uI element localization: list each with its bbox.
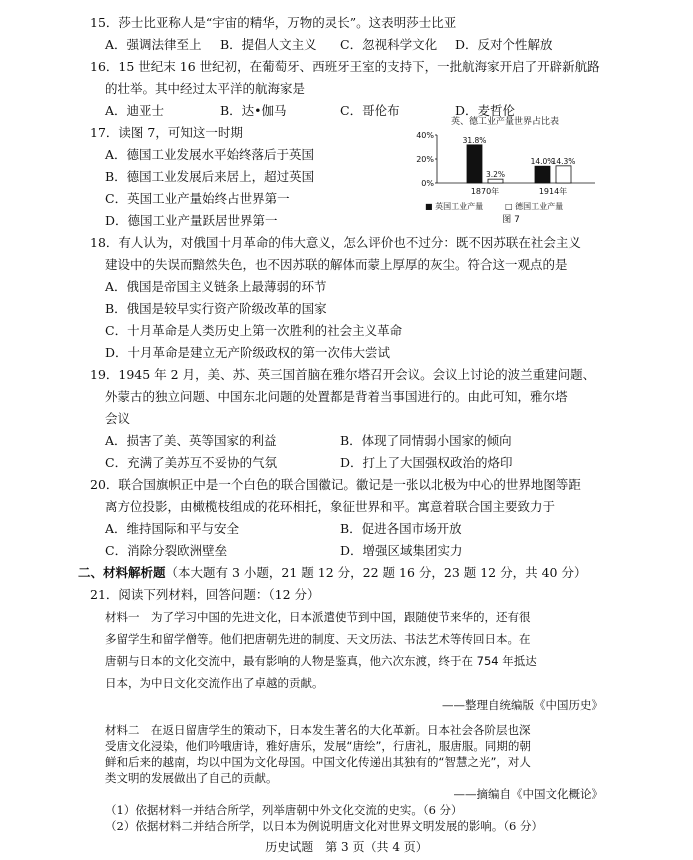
q21-m1-line1: 材料一 为了学习中国的先进文化，日本派遣使节到中国，跟随使节来华的，还有很 (105, 610, 531, 624)
q16-stem-line1: 16．15 世纪末 16 世纪初，在葡萄牙、西班牙王室的支持下，一批航海家开启了开辟新航路 (90, 59, 600, 74)
q20-option-b: B．促进各国市场开放 (340, 521, 462, 536)
q15-option-d: D．反对个性解放 (455, 37, 553, 52)
q19-stem-line3: 会议 (105, 411, 131, 426)
data-label: 3.2% (485, 170, 506, 180)
y-tick-label: 40% (416, 131, 434, 140)
q20-option-a: A．维持国际和平与安全 (105, 521, 240, 536)
section-2-heading (78, 565, 586, 581)
q21-m1-source: ——整理自统编版《中国历史》 (442, 698, 603, 712)
q19-stem-line2: 外蒙古的独立问题、中国东北问题的处置都是背着当事国进行的。由此可知，雅尔塔 (105, 389, 568, 404)
legend-de: □ 德国工业产量 (505, 202, 564, 211)
q17-option-c: C．英国工业产量始终占世界第一 (105, 191, 290, 206)
data-label: 14.0% (530, 157, 555, 167)
q20-option-d: D．增强区域集团实力 (340, 543, 463, 558)
x-category-label: 1914年 (538, 187, 568, 196)
q18-option-c: C．十月革命是人类历史上第一次胜利的社会主义革命 (105, 323, 403, 338)
q21-m2-line4: 类文明的发展做出了自己的贡献。 (105, 771, 278, 785)
q19-option-a: A．损害了美、英等国家的利益 (105, 433, 277, 448)
bar-uk-0 (467, 145, 482, 183)
y-tick-label: 20% (416, 155, 434, 164)
q17-option-d: D．德国工业产量跃居世界第一 (105, 213, 278, 228)
q15-option-a: A．强调法律至上 (105, 37, 202, 52)
data-label: 31.8% (462, 135, 487, 145)
q17-stem: 17．读图 7，可知这一时期 (90, 125, 243, 140)
q21-stem: 21．阅读下列材料，回答问题：（12 分） (90, 587, 320, 602)
y-tick-label: 0% (421, 179, 434, 188)
bar-de-0 (488, 179, 503, 183)
q19-option-c: C．充满了美苏互不妥协的气氛 (105, 455, 278, 470)
q18-option-d: D．十月革命是建立无产阶级政权的第一次伟大尝试 (105, 345, 391, 360)
figure-caption: 图 7 (502, 215, 520, 225)
chart-title: 英、德工业产量世界占比表 (450, 117, 560, 127)
q21-sub-question-1: （1）依据材料一并结合所学，列举唐朝中外文化交流的史实。（6 分） (105, 803, 463, 817)
q21-m2-source: ——摘编自《中国文化概论》 (453, 787, 603, 801)
q17-option-b: B．德国工业发展后来居上，超过英国 (105, 169, 315, 184)
bar-uk-1 (535, 166, 550, 183)
q16-option-a: A．迪亚士 (105, 103, 165, 118)
bar-chart-svg (405, 113, 605, 225)
q20-stem-line1: 20．联合国旗帜正中是一个白色的联合国徽记。徽记是一张以北极为中心的世界地图等距 (90, 477, 581, 492)
q18-option-a: A．俄国是帝国主义链条上最薄弱的环节 (105, 279, 327, 294)
q16-option-d: D．麦哲伦 (455, 103, 516, 118)
figure-7-chart (405, 113, 605, 225)
legend-uk: ■ 英国工业产量 (425, 202, 484, 211)
x-category-label: 1870年 (470, 187, 500, 196)
section-2-title: 二、材料解析题 (78, 565, 166, 580)
q16-stem-line2: 的壮举。其中经过太平洋的航海家是 (105, 81, 306, 96)
q21-m1-line2: 多留学生和留学僧等。他们把唐朝先进的制度、天文历法、书法艺术等传回日本。在 (105, 632, 531, 646)
q18-stem-line2: 建设中的失误而黯然失色，也不因苏联的解体而蒙上厚厚的灰尘。符合这一观点的是 (105, 257, 568, 272)
q15-option-b: B．提倡人文主义 (220, 37, 317, 52)
q20-stem-line2: 离方位投影，由橄榄枝组成的花环相托，象征世界和平。寓意着联合国主要致力于 (105, 499, 556, 514)
q21-m1-line4: 日本，为中日文化交流作出了卓越的贡献。 (105, 676, 324, 690)
q21-m2-line3: 鲜和后来的越南，均以中国为文化母国。中国文化传递出其独有的“智慧之光”，对人 (105, 755, 531, 769)
q19-stem-line1: 19．1945 年 2 月，美、苏、英三国首脑在雅尔塔召开会议。会议上讨论的波兰重建问题、 (90, 367, 596, 382)
q16-option-c: C．哥伦布 (340, 103, 400, 118)
q19-option-b: B．体现了同情弱小国家的倾向 (340, 433, 512, 448)
q15-option-c: C．忽视科学文化 (340, 37, 438, 52)
q21-sub-question-2: （2）依据材料二并结合所学，以日本为例说明唐文化对世界文明发展的影响。（6 分） (105, 819, 544, 833)
q20-option-c: C．消除分裂欧洲壁垒 (105, 543, 228, 558)
section-2-desc: （本大题有 3 小题，21 题 12 分，22 题 16 分，23 题 12 分，共 40 分） (165, 565, 587, 580)
data-label: 14.3% (551, 156, 576, 166)
bar-de-1 (556, 166, 571, 183)
q19-option-d: D．打上了大国强权政治的烙印 (340, 455, 513, 470)
q21-m2-line2: 受唐文化浸染，他们吟哦唐诗，雅好唐乐，发展“唐绘”，行唐礼，服唐服。同期的朝 (105, 739, 531, 753)
q21-m1-line3: 唐朝与日本的文化交流中，最有影响的人物是鉴真，他六次东渡，终于在 754 年抵达 (105, 654, 537, 668)
q18-stem-line1: 18．有人认为，对俄国十月革命的伟大意义，怎么评价也不过分：既不因苏联在社会主义 (90, 235, 581, 250)
q18-option-b: B．俄国是较早实行资产阶级改革的国家 (105, 301, 327, 316)
q16-option-b: B．达•伽马 (220, 103, 287, 118)
q17-option-a: A．德国工业发展水平始终落后于英国 (105, 147, 315, 162)
q15-stem: 15．莎士比亚称人是“宇宙的精华，万物的灵长”。这表明莎士比亚 (90, 15, 457, 30)
page-footer: 历史试题 第 3 页（共 4 页） (265, 840, 428, 854)
q21-m2-line1: 材料二 在返日留唐学生的策动下，日本发生著名的大化革新。日本社会各阶层也深 (105, 723, 531, 737)
